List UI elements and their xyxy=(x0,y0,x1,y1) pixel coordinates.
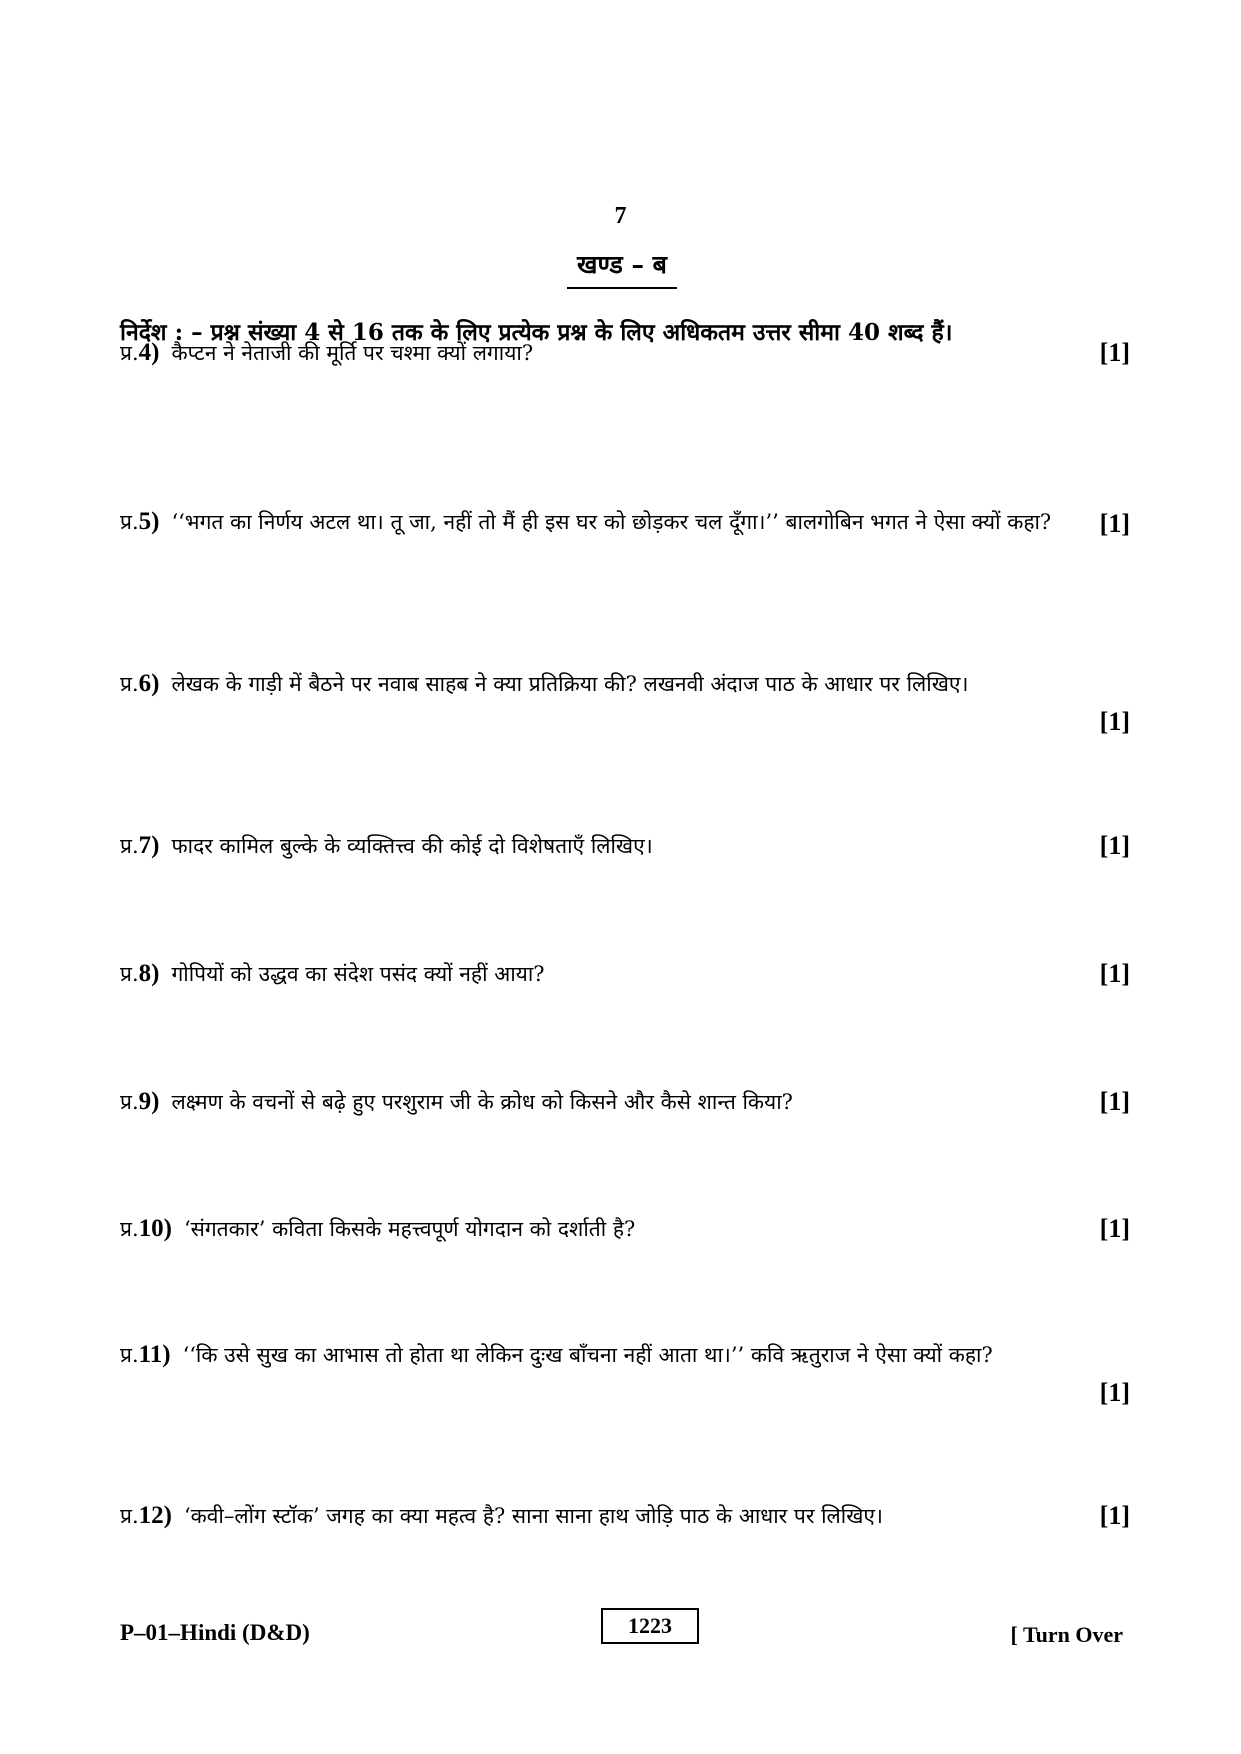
question-10 xyxy=(120,1210,1130,1248)
question-label: प्र.6) xyxy=(120,670,160,697)
question-marks: [1] xyxy=(1099,959,1130,988)
question-4 xyxy=(120,334,1130,372)
question-marks: [1] xyxy=(1099,831,1130,860)
question-6 xyxy=(120,665,1130,741)
question-label: प्र.8) xyxy=(120,960,160,987)
instruction-text: निर्देश : – प्रश्न संख्या 4 से 16 तक के लिए प्रत्येक प्रश्न के लिए अधिकतम उत्तर सीमा 40 शब्द हैं। xyxy=(120,319,953,346)
question-7 xyxy=(120,827,1130,865)
question-9 xyxy=(120,1083,1130,1121)
question-text: ‘संगतकार’ कविता किसके महत्त्वपूर्ण योगदान को दर्शाती है? xyxy=(183,1217,636,1241)
question-label: प्र.9) xyxy=(120,1088,160,1115)
question-text: फादर कामिल बुल्के के व्यक्तित्त्व की कोई दो विशेषताएँ लिखिए। xyxy=(171,834,653,858)
question-marks: [1] xyxy=(1099,338,1130,367)
turn-over-label: [ Turn Over xyxy=(1010,1622,1123,1647)
question-label: प्र.10) xyxy=(120,1215,172,1242)
question-marks: [1] xyxy=(1099,509,1130,538)
question-label: प्र.12) xyxy=(120,1502,172,1529)
page-code-box: 1223 xyxy=(601,1608,699,1644)
question-text: ‘‘भगत का निर्णय अटल था। तू जा, नहीं तो मैं ही इस घर को छोड़कर चल दूँगा।’’ बालगोबिन भगत ने ऐसा क्यों कहा? xyxy=(171,510,1052,534)
question-5 xyxy=(120,503,1130,543)
question-marks: [1] xyxy=(1099,1501,1130,1530)
question-text: लेखक के गाड़ी में बैठने पर नवाब साहब ने क्या प्रतिक्रिया की? लखनवी अंदाज पाठ के आधार पर लिखिए। xyxy=(171,672,969,696)
question-label: प्र.11) xyxy=(120,1341,171,1368)
question-marks: [1] xyxy=(1099,1378,1130,1407)
question-11 xyxy=(120,1336,1130,1412)
question-text: ‘‘कि उसे सुख का आभास तो होता था लेकिन दुःख बाँचना नहीं आता था।’’ कवि ऋतुराज ने ऐसा क्यों कहा? xyxy=(182,1343,993,1367)
question-text: ‘कवी–लोंग स्टॉक’ जगह का क्या महत्व है? साना साना हाथ जोड़ि पाठ के आधार पर लिखिए। xyxy=(183,1504,883,1528)
question-marks: [1] xyxy=(1099,707,1130,736)
question-text: कैप्टन ने नेताजी की मूर्ति पर चश्मा क्यों लगाया? xyxy=(171,341,534,365)
section-title: खण्ड – ब xyxy=(567,247,677,289)
question-text: लक्ष्मण के वचनों से बढ़े हुए परशुराम जी के क्रोध को किसने और कैसे शान्त किया? xyxy=(171,1090,793,1114)
question-8 xyxy=(120,955,1130,993)
question-label: प्र.5) xyxy=(120,508,160,535)
question-marks: [1] xyxy=(1099,1214,1130,1243)
page-number: 7 xyxy=(614,203,627,229)
question-label: प्र.4) xyxy=(120,339,160,366)
paper-code: P–01–Hindi (D&D) xyxy=(120,1620,310,1645)
question-label: प्र.7) xyxy=(120,832,160,859)
question-marks: [1] xyxy=(1099,1087,1130,1116)
question-text: गोपियों को उद्धव का संदेश पसंद क्यों नहीं आया? xyxy=(171,962,545,986)
question-12 xyxy=(120,1497,1130,1535)
